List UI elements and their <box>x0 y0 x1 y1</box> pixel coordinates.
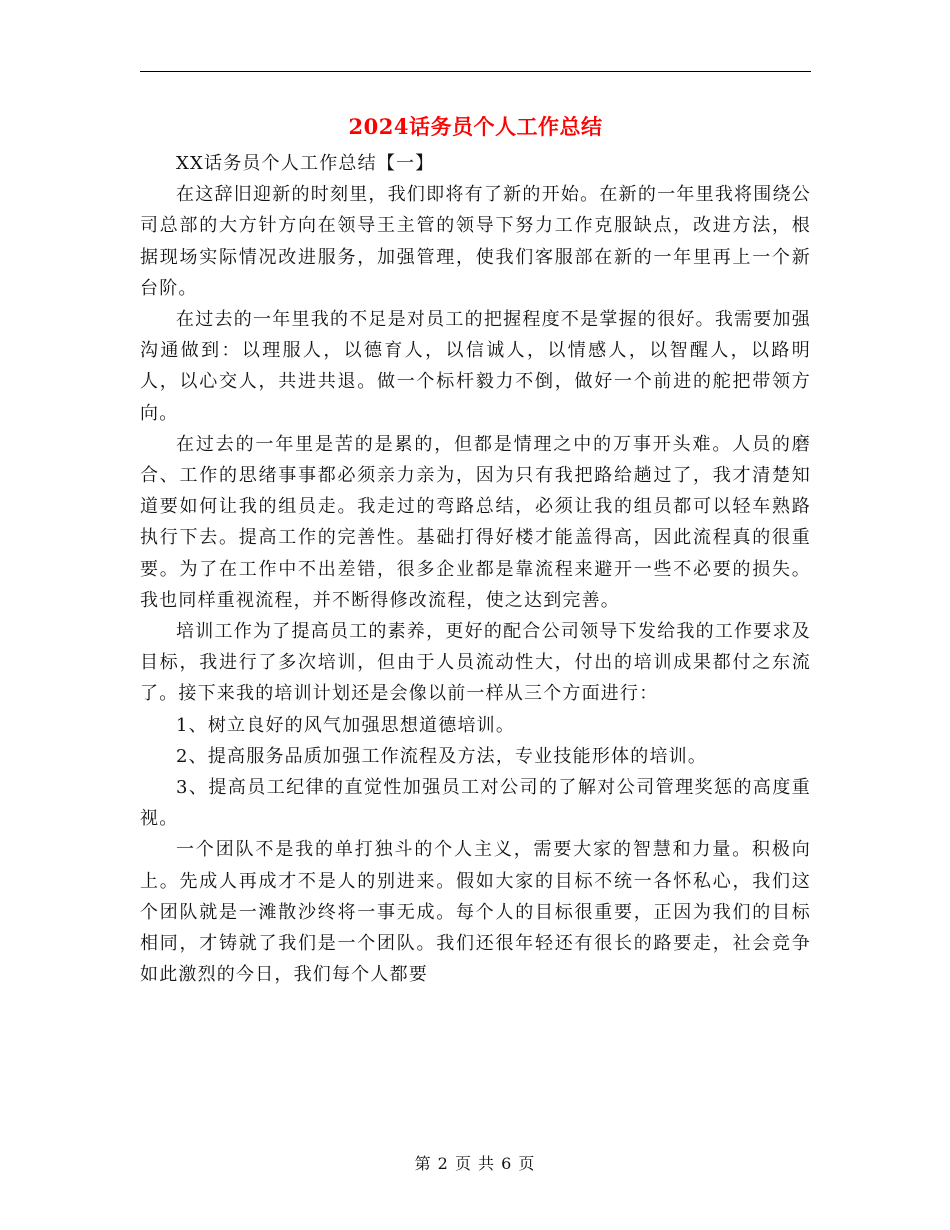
paragraph: 在这辞旧迎新的时刻里，我们即将有了新的开始。在新的一年里我将围绕公司总部的大方针方向在领导王主管的领导下努力工作克服缺点，改进方法，根据现场实际情况改进服务，加强管理，使我们客服部在新的一年里再上一个新台阶。 <box>140 184 811 299</box>
list-item: 2、提高服务品质加强工作流程及方法，专业技能形体的培训。 <box>176 745 708 767</box>
section-subtitle: XX话务员个人工作总结【一】 <box>176 153 435 174</box>
paragraph: 在过去的一年里我的不足是对员工的把握程度不是掌握的很好。我需要加强沟通做到：以理服人，以德育人，以信诚人，以情感人，以智醒人，以路明人，以心交人，共进共退。做一个标杆毅力不倒，做好一个前进的舵把带领方向。 <box>140 309 811 424</box>
paragraph: 一个团队不是我的单打独斗的个人主义，需要大家的智慧和力量。积极向上。先成人再成才不是人的别进来。假如大家的目标不统一各怀私心，我们这个团队就是一滩散沙终将一事无成。每个人的目标很重要，正因为我们的目标相同，才铸就了我们是一个团队。我们还很年轻还有很长的路要走，社会竞争如此激烈的今日，我们每个人都要 <box>140 839 811 986</box>
paragraph: 在过去的一年里是苦的是累的，但都是情理之中的万事开头难。人员的磨合、工作的思绪事事都必须亲力亲为，因为只有我把路给趟过了，我才清楚知道要如何让我的组员走。我走过的弯路总结，必须让我的组员都可以轻车熟路执行下去。提高工作的完善性。基础打得好楼才能盖得高，因此流程真的很重要。为了在工作中不出差错，很多企业都是靠流程来避开一些不必要的损失。我也同样重视流程，并不断得修改流程，使之达到完善。 <box>140 433 811 611</box>
list-item: 3、提高员工纪律的直觉性加强员工对公司的了解对公司管理奖惩的高度重视。 <box>140 777 811 830</box>
document-body <box>140 148 811 990</box>
paragraph: 培训工作为了提高员工的素养，更好的配合公司领导下发给我的工作要求及目标，我进行了多次培训，但由于人员流动性大，付出的培训成果都付之东流了。接下来我的培训计划还是会像以前一样从三个方面进行： <box>140 621 811 705</box>
header-rule <box>140 71 811 72</box>
list-item: 1、树立良好的风气加强思想道德培训。 <box>176 714 516 736</box>
document-title: 2024话务员个人工作总结 <box>348 114 603 139</box>
page-number: 第 2 页 共 6 页 <box>414 1154 536 1173</box>
